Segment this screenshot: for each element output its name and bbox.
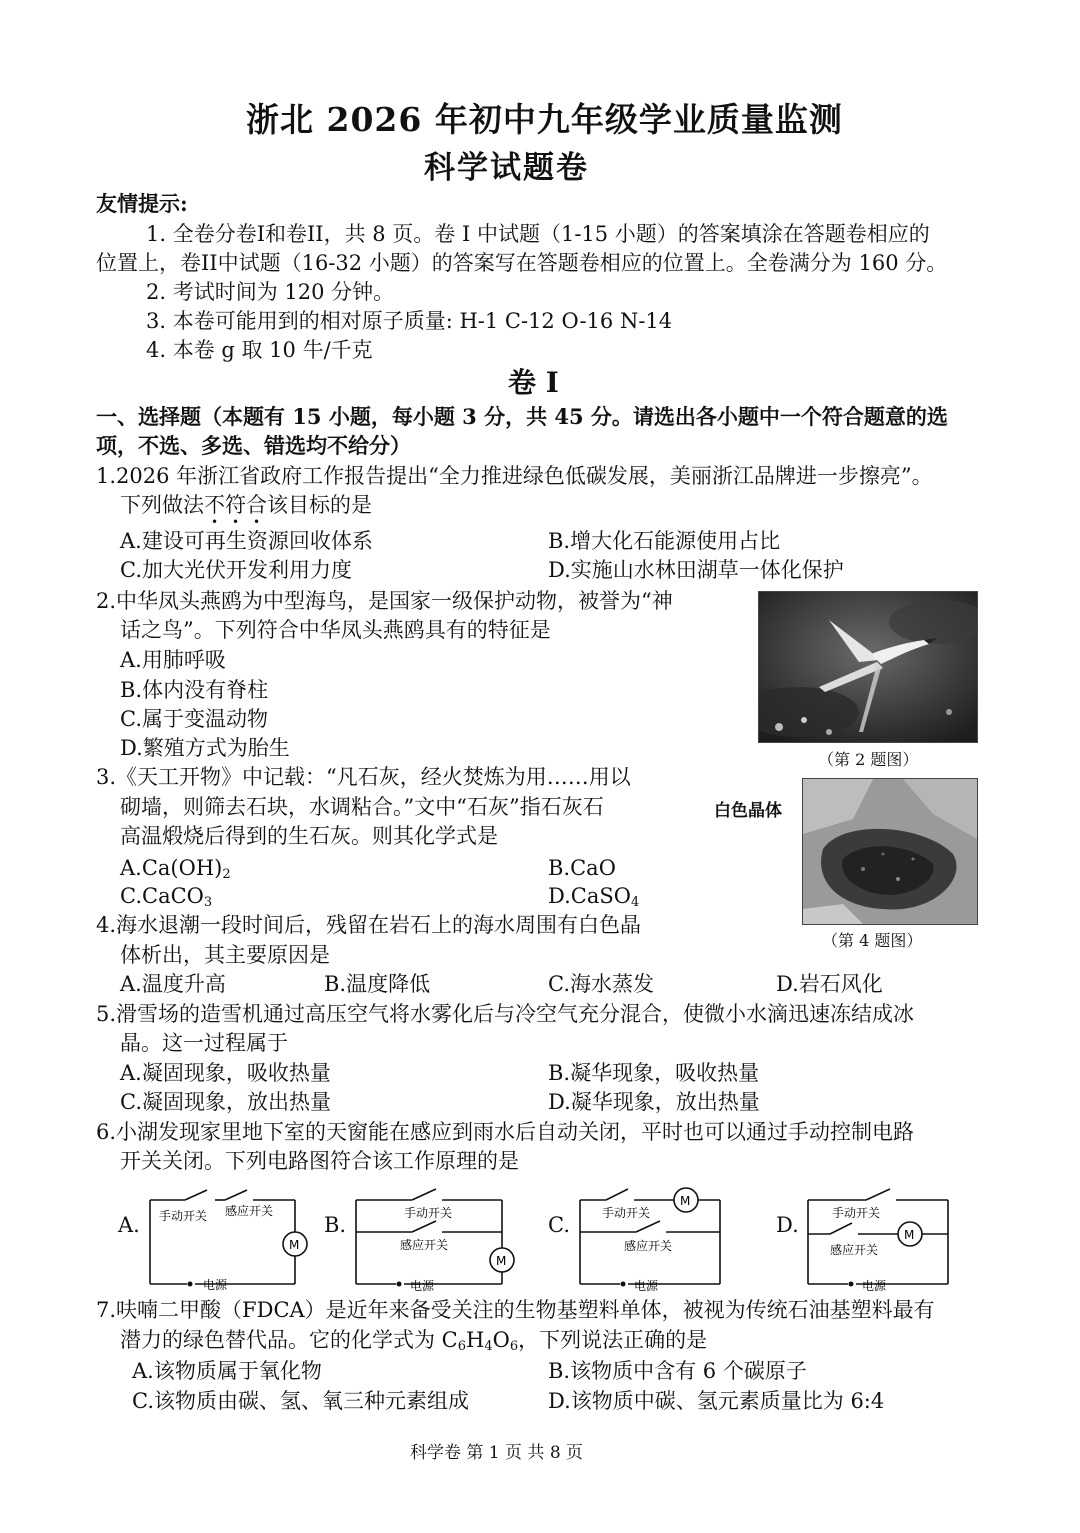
notice-heading: 友情提示: bbox=[96, 191, 188, 216]
q4-stem-line-2: 体析出，其主要原因是 bbox=[120, 943, 330, 967]
page-subtitle: 科学试题卷 bbox=[424, 150, 589, 186]
section-heading-line-1: 一、选择题（本题有 15 小题，每小题 3 分，共 45 分。请选出各小题中一个符合题意的选 bbox=[96, 404, 948, 429]
q4-option-d: D.岩石风化 bbox=[776, 972, 883, 996]
emphasis-char: 不 • bbox=[204, 493, 225, 529]
q2-stem-line-2: 话之鸟”。下列符合中华凤头燕鸥具有的特征是 bbox=[120, 618, 551, 642]
manual-switch-label: 手动开关 bbox=[832, 1206, 881, 1220]
q5-option-a: A.凝固现象，吸收热量 bbox=[120, 1061, 331, 1085]
q6-stem-line-2: 开关关闭。下列电路图符合该工作原理的是 bbox=[120, 1149, 519, 1173]
notice-item-4: 4. 本卷 g 取 10 牛/千克 bbox=[146, 338, 373, 362]
q3-option-d: D.CaSO$_4$ bbox=[548, 884, 640, 910]
circuit-diagram-d bbox=[804, 1186, 964, 1296]
fig-2-caption: （第 2 题图） bbox=[818, 750, 919, 769]
q7-option-c: C.该物质由碳、氢、氧三种元素组成 bbox=[132, 1389, 469, 1413]
emphasis-char: 符 • bbox=[225, 493, 246, 529]
tern-photo bbox=[758, 591, 978, 743]
motor-label: M bbox=[496, 1254, 507, 1268]
fig-4-label: 白色晶体 bbox=[714, 801, 782, 821]
q1-stem-line-1: 1.2026 年浙江省政府工作报告提出“全力推进绿色低碳发展，美丽浙江品牌进一步擦亮”。 bbox=[96, 464, 933, 488]
q3-option-c: C.CaCO$_3$ bbox=[120, 884, 213, 910]
sensor-switch-label: 感应开关 bbox=[624, 1239, 673, 1253]
sensor-switch-label: 感应开关 bbox=[400, 1238, 449, 1252]
q2-option-d: D.繁殖方式为胎生 bbox=[120, 736, 290, 760]
notice-item-1-line-2: 位置上，卷II中试题（16-32 小题）的答案写在答题卷相应的位置上。全卷满分为 160 分。 bbox=[96, 251, 948, 275]
power-label: 电源 bbox=[862, 1279, 887, 1293]
page-title: 浙北 2026 年初中九年级学业质量监测 bbox=[246, 100, 843, 139]
q7-option-a: A.该物质属于氧化物 bbox=[132, 1359, 322, 1383]
q2-option-b: B.体内没有脊柱 bbox=[120, 678, 269, 702]
q1-option-c: C.加大光伏开发利用力度 bbox=[120, 558, 352, 582]
circuit-diagram-b bbox=[352, 1186, 517, 1296]
sensor-switch-label: 感应开关 bbox=[225, 1204, 274, 1218]
q5-stem-line-2: 晶。这一过程属于 bbox=[120, 1031, 288, 1055]
emphasis-char: 合 • bbox=[246, 493, 267, 529]
notice-item-1-line-1: 1. 全卷分卷I和卷II，共 8 页。卷 I 中试题（1-15 小题）的答案填涂在答题卷相应的 bbox=[146, 222, 930, 246]
q1-stem-line-2: 下列做法不 • 符 • 合 • 该目标的是 bbox=[120, 493, 372, 529]
power-label: 电源 bbox=[634, 1279, 659, 1293]
motor-label: M bbox=[680, 1194, 691, 1208]
q3-stem-line-1: 3.《天工开物》中记载：“凡石灰，经火焚炼为用……用以 bbox=[96, 765, 631, 789]
volume-heading: 卷 I bbox=[508, 366, 559, 399]
q7-stem-line-2: 潜力的绿色替代品。它的化学式为 $C_6H_4O_6$，下列说法正确的是 bbox=[120, 1328, 708, 1354]
manual-switch-label: 手动开关 bbox=[404, 1206, 453, 1220]
tern-bird-icon bbox=[759, 592, 977, 742]
q2-option-a: A.用肺呼吸 bbox=[120, 648, 226, 672]
q1-option-b: B.增大化石能源使用占比 bbox=[548, 529, 781, 553]
circuit-diagram-a bbox=[145, 1188, 315, 1293]
q7-stem-line-1: 7.呋喃二甲酸（FDCA）是近年来备受关注的生物基塑料单体，被视为传统石油基塑料最有 bbox=[96, 1298, 935, 1322]
q6-option-d-label: D. bbox=[776, 1213, 799, 1237]
q4-stem-line-1: 4.海水退潮一段时间后，残留在岩石上的海水周围有白色晶 bbox=[96, 913, 642, 937]
q2-stem-line-1: 2.中华凤头燕鸥为中型海鸟，是国家一级保护动物，被誉为“神 bbox=[96, 589, 673, 613]
q4-option-a: A.温度升高 bbox=[120, 972, 226, 996]
notice-item-2: 2. 考试时间为 120 分钟。 bbox=[146, 280, 395, 304]
q6-stem-line-1: 6.小湖发现家里地下室的天窗能在感应到雨水后自动关闭，平时也可以通过手动控制电路 bbox=[96, 1120, 915, 1144]
q3-stem-line-3: 高温煅烧后得到的生石灰。则其化学式是 bbox=[120, 824, 498, 848]
q3-option-a: $A.Ca(OH)_2$ bbox=[120, 856, 231, 882]
q6-option-c-label: C. bbox=[548, 1213, 570, 1237]
q6-option-a-label: A. bbox=[118, 1213, 140, 1237]
page-footer: 科学卷 第 1 页 共 8 页 bbox=[410, 1443, 584, 1463]
q3-stem-line-2: 砌墙，则筛去石块，水调粘合。”文中“石灰”指石灰石 bbox=[120, 795, 604, 819]
manual-switch-label: 手动开关 bbox=[602, 1206, 651, 1220]
motor-label: M bbox=[904, 1228, 915, 1242]
rock-crystal-icon bbox=[803, 779, 977, 924]
manual-switch-label: 手动开关 bbox=[159, 1209, 208, 1223]
q6-option-b-label: B. bbox=[324, 1213, 347, 1237]
circuit-diagram-c bbox=[576, 1186, 736, 1296]
q2-option-c: C.属于变温动物 bbox=[120, 707, 268, 731]
q5-stem-line-1: 5.滑雪场的造雪机通过高压空气将水雾化后与冷空气充分混合，使微小水滴迅速冻结成冰 bbox=[96, 1002, 915, 1026]
section-heading-line-2: 项，不选、多选、错选均不给分） bbox=[96, 433, 411, 458]
q7-option-d: D.该物质中碳、氢元素质量比为 6:4 bbox=[548, 1389, 885, 1413]
q1-option-a: A.建设可再生资源回收体系 bbox=[120, 529, 373, 553]
motor-label: M bbox=[289, 1238, 300, 1252]
q5-option-c: C.凝固现象，放出热量 bbox=[120, 1090, 331, 1114]
fig-4-caption: （第 4 题图） bbox=[822, 931, 923, 950]
power-label: 电源 bbox=[203, 1278, 228, 1292]
q7-option-b: B.该物质中含有 6 个碳原子 bbox=[548, 1359, 807, 1383]
q4-option-c: C.海水蒸发 bbox=[548, 972, 654, 996]
power-label: 电源 bbox=[410, 1279, 435, 1293]
crystal-photo bbox=[802, 778, 978, 925]
q5-option-d: D.凝华现象，放出热量 bbox=[548, 1090, 760, 1114]
q1-option-d: D.实施山水林田湖草一体化保护 bbox=[548, 558, 844, 582]
q4-option-b: B.温度降低 bbox=[324, 972, 431, 996]
sensor-switch-label: 感应开关 bbox=[830, 1243, 879, 1257]
notice-item-3: 3. 本卷可能用到的相对原子质量: H-1 C-12 O-16 N-14 bbox=[146, 309, 673, 333]
q3-option-b: B.CaO bbox=[548, 856, 616, 880]
q5-option-b: B.凝华现象，吸收热量 bbox=[548, 1061, 760, 1085]
